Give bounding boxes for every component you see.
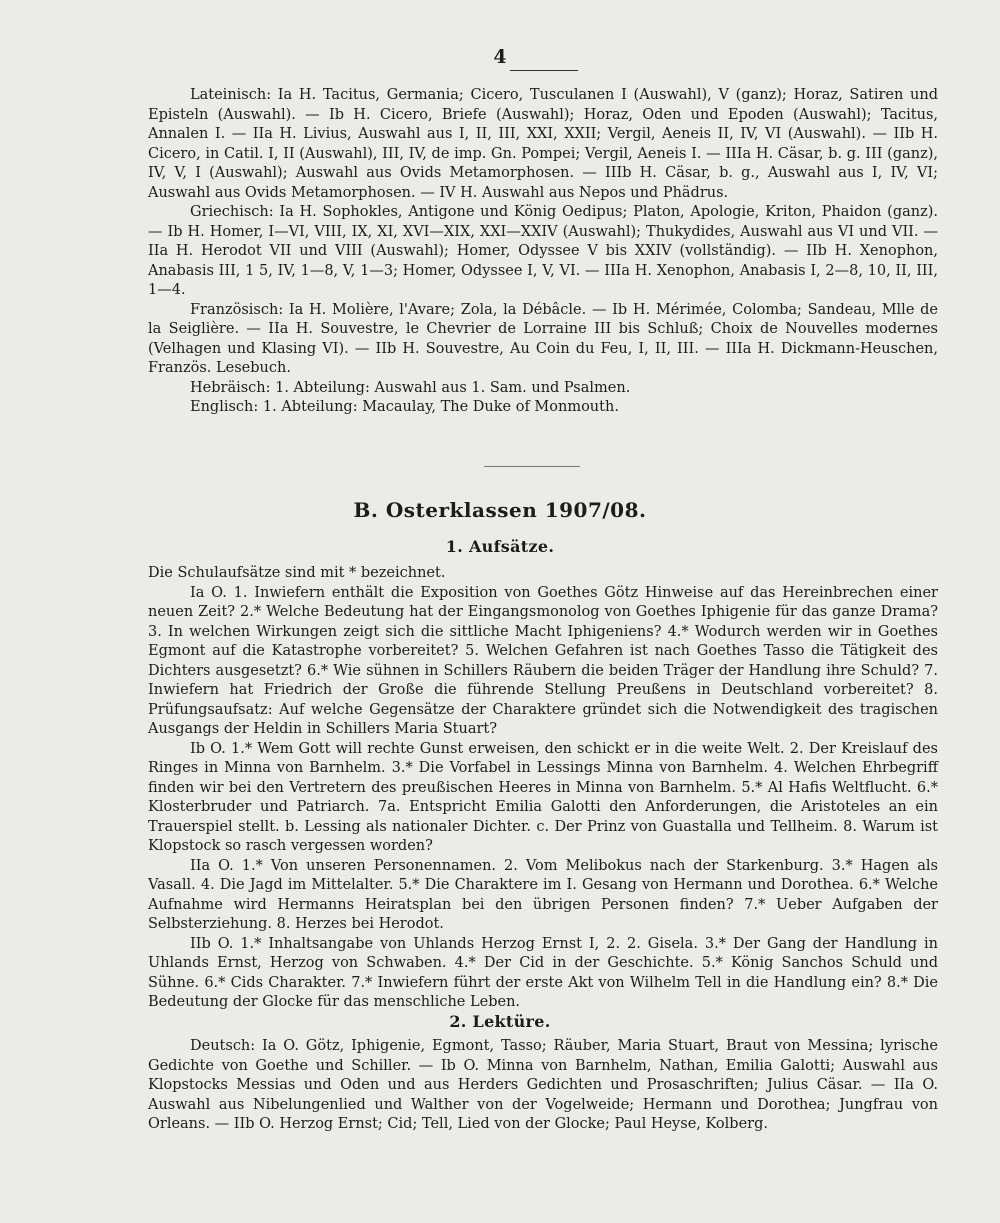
paragraph-iib-o: IIb O. 1.* Inhaltsangabe von Uhlands Herzog Ernst I, 2. 2. Gisela. 3.* Der Gang der Handlung in Uhlands Ernst, Herzog von Schwaben. 4.* Der Cid in der Geschichte. 5.* König Sanchos Schuld und Sühne. 6.* Cids Charakter. 7.* Inwiefern führt der erste Akt von Wilhelm Tell in die Handlung ein? 8.* Die Bedeutung der Glocke für das menschliche Leben.	[148, 935, 938, 1010]
lektuere-section	[148, 1037, 938, 1135]
page-number: 4	[493, 46, 507, 68]
paragraph-englisch: Englisch: 1. Abteilung: Macaulay, The Duke of Monmouth.	[190, 399, 619, 415]
paragraph-ia-o: Ia O. 1. Inwiefern enthält die Exposition von Goethes Götz Hinweise auf das Hereinbrechen einer neuen Zeit? 2.* Welche Bedeutung hat der Eingangsmonolog von Goethes Iphigenie für das ganze Drama? 3. In welchen Wirkungen zeigt sich die sittliche Macht Iphigeniens? 4.* Wodurch werden wir in Goethes Egmont auf die Katastrophe vorbereitet? 5. Welchen Gefahren ist nach Goethes Tasso die Tätigkeit des Dichters ausgesetzt? 6.* Wie sühnen in Schillers Räubern die beiden Träger der Handlung ihre Schuld? 7. Inwiefern hat Friedrich der Große die führende Stellung Preußens in Deutschland vorbereitet? 8. Prüfungsaufsatz: Auf welche Gegensätze der Charaktere gründet sich die Notwendigkeit des tragischen Ausgangs der Heldin in Schillers Maria Stuart?	[148, 584, 938, 737]
lektuere-fortsetzung	[148, 86, 938, 418]
aufsaetze-section	[148, 564, 938, 1013]
aufsaetze-note: Die Schulaufsätze sind mit * bezeichnet.	[148, 565, 446, 581]
lektuere-heading: 2. Lektüre.	[449, 1012, 551, 1031]
paragraph-ib-o: Ib O. 1.* Wem Gott will rechte Gunst erweisen, den schickt er in die weite Welt. 2. Der Kreislauf des Ringes in Minna von Barnhelm. 3.* Die Vorfabel in Lessings Minna von Barnhelm. 4. Welchen Ehrbegriff finden wir bei den Vertretern des preußischen Heeres in Minna von Barnhelm. 5.* Al Hafis Weltflucht. 6.* Klosterbruder und Patriarch. 7a. Entspricht Emilia Galotti den Anforderungen, die Aristoteles an ein Trauerspiel stellt. b. Lessing als nationaler Dichter. c. Der Prinz von Guastalla und Tellheim. 8. Warum ist Klopstock so rasch vergessen worden?	[148, 740, 938, 854]
paragraph-hebraeisch: Hebräisch: 1. Abteilung: Auswahl aus 1. Sam. und Psalmen.	[190, 379, 631, 396]
paragraph-deutsch: Deutsch: Ia O. Götz, Iphigenie, Egmont, Tasso; Räuber, Maria Stuart, Braut von Messina; lyrische Gedichte von Goethe und Schiller. — Ib O. Minna von Barnhelm, Nathan, Emilia Galotti; Auswahl aus Klopstocks Messias und Oden und aus Herders Gedichten und Prosaschriften; Julius Cäsar. — IIa O. Auswahl aus Nibelungenlied und Walther von der Vogelweide; Hermann und Dorothea; Jungfrau von Orleans. — IIb O. Herzog Ernst; Cid; Tell, Lied von der Glocke; Paul Heyse, Kolberg.	[148, 1038, 938, 1132]
paragraph-lateinisch: Lateinisch: Ia H. Tacitus, Germania; Cicero, Tusculanen I (Auswahl), V (ganz); Horaz, Satiren und Episteln (Auswahl). — Ib H. Cicero, Briefe (Auswahl); Horaz, Oden und Epoden (Auswahl); Tacitus, Annalen I. — IIa H. Livius, Auswahl aus I, II, III, XXI, XXII; Vergil, Aeneis II, IV, VI (Auswahl). — IIb H. Cicero, in Catil. I, II (Auswahl), III, IV, de imp. Gn. Pompei; Vergil, Aeneis I. — IIIa H. Cäsar, b. g. III (ganz), IV, V, I (Auswahl); Auswahl aus Ovids Metamorphosen. — IIIb H. Cäsar, b. g., Auswahl aus I, IV, VI; Auswahl aus Ovids Metamorphosen. — IV H. Auswahl aus Nepos und Phädrus.	[148, 87, 938, 201]
section-title: B. Osterklassen 1907/08.	[353, 498, 647, 522]
paragraph-franzoesisch: Französisch: Ia H. Molière, l'Avare; Zola, la Débâcle. — Ib H. Mérimée, Colomba; Sandeau, Mlle de la Seiglière. — IIa H. Souvestre, le Chevrier de Lorraine III bis Schluß; Choix de Nouvelles modernes (Velhagen und Klasing VI). — IIb H. Souvestre, Au Coin du Feu, I, II, III. — IIIa H. Dickmann-Heuschen, Französ. Lesebuch.	[148, 301, 938, 376]
page-number-rule	[510, 70, 578, 71]
paragraph-iia-o: IIa O. 1.* Von unseren Personennamen. 2. Vom Melibokus nach der Starkenburg. 3.* Hagen als Vasall. 4. Die Jagd im Mittelalter. 5.* Die Charaktere im I. Gesang von Hermann und Dorothea. 6.* Welche Aufnahme wird Hermanns Heiratsplan bei den übrigen Personen finden? 7.* Ueber Aufgaben der Selbsterziehung. 8. Herzes bei Herodot.	[148, 857, 938, 932]
aufsaetze-heading: 1. Aufsätze.	[445, 537, 555, 556]
section-divider	[484, 466, 580, 467]
paragraph-griechisch: Griechisch: Ia H. Sophokles, Antigone und König Oedipus; Platon, Apologie, Kriton, Phaidon (ganz). — Ib H. Homer, I—VI, VIII, IX, XI, XVI—XIX, XXI—XXIV (Auswahl); Thukydides, Auswahl aus VI und VII. — IIa H. Herodot VII und VIII (Auswahl); Homer, Odyssee V bis XXIV (vollständig). — IIb H. Xenophon, Anabasis III, 1 5, IV, 1—8, V, 1—3; Homer, Odyssee I, V, VI. — IIIa H. Xenophon, Anabasis I, 2—8, 10, II, III, 1—4.	[148, 204, 938, 298]
